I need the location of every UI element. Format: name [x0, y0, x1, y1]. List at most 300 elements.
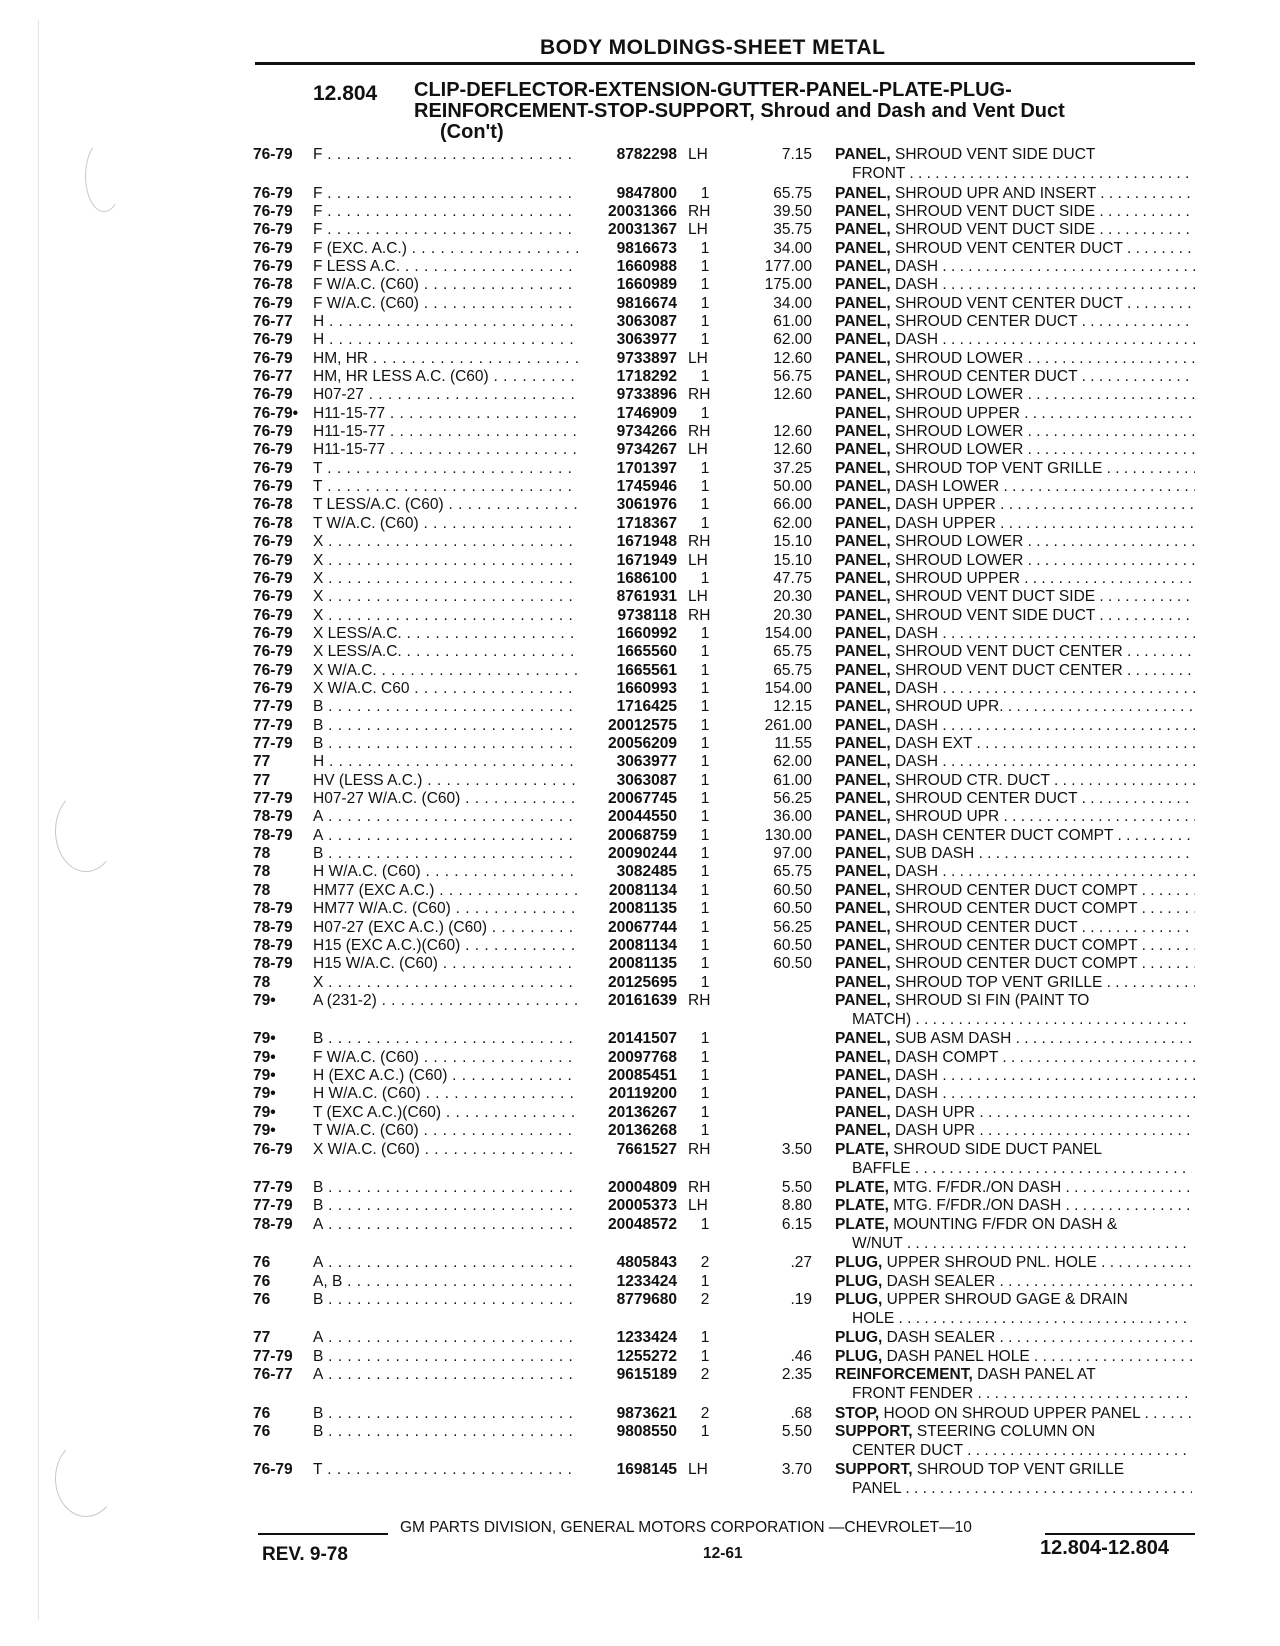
model-year: 76-79 — [253, 386, 293, 404]
part-number: 20136267 — [608, 1103, 677, 1121]
part-number: 3061976 — [616, 496, 677, 514]
model-year: 77 — [253, 771, 271, 789]
model-description: F . . . — [313, 220, 578, 239]
model-description: H15 W/A.C. (C60) . . . — [313, 954, 578, 973]
part-name: PANEL, SHROUD CENTER DUCT COMPT . . . — [835, 881, 1195, 900]
model-year: 78-79 — [253, 918, 293, 936]
quantity: 1 — [700, 936, 710, 954]
model-description: H . . . — [313, 330, 578, 349]
model-description: F LESS A.C. . . . — [313, 257, 578, 276]
price: 130.00 — [764, 826, 812, 844]
part-name: PANEL, DASH UPPER . . . — [835, 514, 1195, 533]
model-year: 79• — [253, 1085, 276, 1103]
part-name: PANEL, DASH EXT . . . — [835, 734, 1195, 753]
table-row — [0, 1328, 1280, 1347]
model-description: X W/A.C. (C60) . . . — [313, 1140, 578, 1159]
quantity: RH — [688, 423, 711, 441]
part-name: PANEL, DASH UPR . . . — [835, 1103, 1195, 1122]
table-row — [0, 679, 1280, 698]
model-year: 78-79 — [253, 900, 293, 918]
model-year: 76-78 — [253, 276, 293, 294]
part-number: 4805843 — [616, 1254, 677, 1272]
model-description: H11-15-77 . . . — [313, 404, 578, 423]
quantity: RH — [688, 533, 711, 551]
table-row — [0, 606, 1280, 625]
quantity: 1 — [700, 771, 710, 789]
part-name-keyword: PANEL, — [835, 808, 891, 826]
part-name: PANEL, SHROUD LOWER . . . — [835, 551, 1195, 570]
model-year: 76-79 — [253, 661, 293, 679]
part-name-keyword: PANEL, — [835, 918, 891, 936]
part-name-keyword: PANEL, — [835, 294, 891, 312]
part-name-keyword: PANEL, — [835, 973, 891, 991]
part-number: 1233424 — [616, 1272, 677, 1290]
part-number: 9738118 — [617, 606, 677, 624]
part-name-keyword: PLATE, — [835, 1197, 889, 1215]
part-name: PANEL, SHROUD TOP VENT GRILLE . . . — [835, 973, 1195, 992]
group-title-line-1: CLIP-DEFLECTOR-EXTENSION-GUTTER-PANEL-PLATE-PLUG- — [414, 79, 1012, 101]
part-number: 20081135 — [608, 900, 677, 918]
part-name-keyword: PANEL, — [835, 496, 891, 514]
price: 66.00 — [773, 496, 812, 514]
part-number: 3082485 — [616, 863, 677, 881]
part-name: PANEL, SHROUD SI FIN (PAINT TO — [835, 991, 1090, 1009]
table-row — [0, 551, 1280, 570]
model-year: 76 — [253, 1422, 271, 1440]
table-row — [0, 587, 1280, 606]
model-description: HM77 W/A.C. (C60) . . . — [313, 899, 578, 918]
table-row — [0, 881, 1280, 900]
model-description: B . . . — [313, 844, 578, 863]
table-row — [0, 145, 1280, 164]
part-name-keyword: PANEL, — [835, 771, 891, 789]
quantity: 1 — [700, 1215, 710, 1233]
part-number: 9734266 — [616, 423, 677, 441]
price: 3.50 — [781, 1140, 812, 1158]
part-name-keyword: PLUG, — [835, 1347, 883, 1365]
price: 12.15 — [773, 698, 812, 716]
model-year: 78 — [253, 881, 271, 899]
part-name: PANEL, SHROUD TOP VENT GRILLE . . . — [835, 459, 1195, 478]
price: 34.00 — [773, 239, 812, 257]
part-name: PLUG, DASH SEALER . . . — [835, 1328, 1195, 1347]
part-name-keyword: SUPPORT, — [835, 1461, 913, 1479]
part-name-keyword: PLUG, — [835, 1329, 883, 1347]
quantity: 1 — [700, 257, 710, 275]
part-name: PANEL, DASH . . . — [835, 257, 1195, 276]
quantity: 1 — [700, 239, 710, 257]
part-name: PANEL, SHROUD UPR. . . . — [835, 697, 1195, 716]
part-name: PLATE, MTG. F/FDR./ON DASH . . . — [835, 1178, 1195, 1197]
part-name-keyword: PANEL, — [835, 643, 891, 661]
part-name-keyword: PLUG, — [835, 1290, 883, 1308]
price: 2.35 — [781, 1366, 812, 1384]
model-year: 77-79 — [253, 1179, 293, 1196]
part-name: PANEL, DASH . . . — [835, 275, 1195, 294]
part-number: 1718367 — [616, 514, 677, 532]
part-name: PANEL, DASH . . . — [835, 1084, 1195, 1103]
quantity: 1 — [700, 1329, 710, 1347]
price: 177.00 — [764, 257, 812, 275]
table-row — [0, 1365, 1280, 1384]
model-year: 78-79 — [253, 936, 293, 954]
quantity: 1 — [700, 368, 710, 385]
table-row — [0, 752, 1280, 771]
part-name: SUPPORT, SHROUD TOP VENT GRILLE — [835, 1461, 1125, 1479]
part-name: PANEL, DASH . . . — [835, 752, 1195, 771]
quantity: 1 — [700, 404, 710, 422]
model-description: X W/A.C. C60 . . . — [313, 679, 578, 698]
quantity: 1 — [700, 881, 710, 899]
model-year: 76-79 — [253, 643, 293, 661]
model-year: 76-79 — [253, 202, 293, 220]
table-row — [0, 716, 1280, 735]
table-row — [0, 1140, 1280, 1159]
part-name: PANEL, DASH COMPT . . . — [835, 1048, 1195, 1067]
part-name: SUPPORT, STEERING COLUMN ON — [835, 1422, 1096, 1440]
part-name: PANEL, DASH . . . — [835, 624, 1195, 643]
model-description: B . . . — [313, 1422, 578, 1441]
quantity: LH — [688, 441, 708, 459]
model-description: H15 (EXC A.C.)(C60) . . . — [313, 936, 578, 955]
quantity: LH — [688, 221, 708, 239]
model-year: 76-79 — [253, 679, 293, 697]
part-name: PANEL, DASH UPR . . . — [835, 1121, 1195, 1140]
part-name: PANEL, SHROUD VENT DUCT SIDE . . . — [835, 587, 1195, 606]
price: 65.75 — [773, 184, 812, 202]
quantity: 1 — [700, 184, 710, 202]
part-number: 1686100 — [616, 569, 677, 587]
part-name-keyword: PANEL, — [835, 881, 891, 899]
part-name: PANEL, SHROUD VENT SIDE DUCT — [835, 146, 1096, 163]
price: .46 — [790, 1347, 812, 1365]
model-year: 76-78 — [253, 496, 293, 514]
part-name: PLATE, MTG. F/FDR./ON DASH . . . — [835, 1196, 1195, 1215]
model-description: B . . . — [313, 1404, 578, 1423]
table-row — [0, 899, 1280, 918]
model-year: 77-79 — [253, 790, 293, 808]
table-row — [0, 1196, 1280, 1215]
part-number: 3063087 — [616, 771, 677, 789]
part-number: 1255272 — [616, 1347, 677, 1365]
price: .27 — [790, 1254, 812, 1272]
part-name-keyword: PANEL, — [835, 1048, 891, 1066]
model-year: 76-78 — [253, 514, 293, 532]
quantity: 1 — [700, 1122, 710, 1140]
part-name-keyword: PANEL, — [835, 551, 891, 569]
part-name: PANEL, SHROUD LOWER . . . — [835, 385, 1195, 404]
model-description: H07-27 (EXC A.C.) (C60) . . . — [313, 918, 578, 937]
part-number: 8761931 — [616, 588, 677, 606]
price: 56.75 — [773, 368, 812, 385]
model-description: F (EXC. A.C.) . . . — [313, 239, 578, 258]
part-number: 1746909 — [616, 404, 677, 422]
part-name: PANEL, SHROUD LOWER . . . — [835, 532, 1195, 551]
part-name: PANEL, SHROUD VENT CENTER DUCT . . . — [835, 239, 1195, 258]
model-year: 76-77 — [253, 312, 293, 330]
model-year: 79• — [253, 1048, 276, 1066]
model-description: X . . . — [313, 532, 578, 551]
part-name-keyword: PANEL, — [835, 257, 891, 275]
part-name-keyword: PANEL, — [835, 146, 891, 163]
model-description: X W/A.C. . . . — [313, 661, 578, 680]
model-description: X . . . — [313, 973, 578, 992]
part-name: PANEL, SHROUD LOWER . . . — [835, 349, 1195, 368]
part-number: 20141507 — [608, 1030, 677, 1048]
price: 20.30 — [773, 588, 812, 606]
table-row — [0, 1066, 1280, 1085]
table-row — [0, 202, 1280, 221]
price: 39.50 — [773, 202, 812, 220]
table-row — [0, 954, 1280, 973]
part-name-keyword: PANEL, — [835, 202, 891, 220]
model-description: T LESS/A.C. (C60) . . . — [313, 495, 578, 514]
part-number: 20004809 — [608, 1179, 677, 1196]
part-number: 1671949 — [616, 551, 677, 569]
part-name: PANEL, DASH . . . — [835, 1066, 1195, 1085]
price: 20.30 — [773, 606, 812, 624]
part-number: 9816674 — [616, 294, 677, 312]
model-year: 76-79 — [253, 606, 293, 624]
model-description: B . . . — [313, 1029, 578, 1048]
model-description: B . . . — [313, 1196, 578, 1215]
price: 35.75 — [773, 221, 812, 239]
part-name-keyword: PANEL, — [835, 312, 891, 330]
part-name: PANEL, SHROUD VENT DUCT CENTER . . . — [835, 642, 1195, 661]
part-name-keyword: PANEL, — [835, 276, 891, 294]
part-number: 9733896 — [616, 386, 677, 404]
table-row — [0, 1103, 1280, 1122]
price: 65.75 — [773, 863, 812, 881]
part-name-keyword: PLATE, — [835, 1140, 889, 1158]
part-number: 1745946 — [616, 478, 677, 496]
quantity: LH — [688, 349, 708, 367]
model-year: 76-77 — [253, 1366, 293, 1384]
price: 47.75 — [773, 569, 812, 587]
model-year: 76-79 — [253, 423, 293, 441]
model-year: 76-79 — [253, 1140, 293, 1158]
table-row — [0, 936, 1280, 955]
part-number: 1716425 — [616, 698, 677, 716]
price: 56.25 — [773, 918, 812, 936]
table-row — [0, 1048, 1280, 1067]
model-description: HV (LESS A.C.) . . . — [313, 771, 578, 790]
table-row — [0, 514, 1280, 533]
table-row — [0, 642, 1280, 661]
table-row — [0, 239, 1280, 258]
table-row — [0, 1290, 1280, 1309]
price: 97.00 — [773, 845, 812, 863]
part-name: PANEL, SHROUD UPR AND INSERT . . . — [835, 184, 1195, 203]
part-number: 20012575 — [608, 716, 677, 734]
part-name-keyword: REINFORCEMENT, — [835, 1366, 973, 1384]
footer-rule-left — [258, 1533, 388, 1535]
table-row — [0, 404, 1280, 423]
quantity: LH — [688, 588, 708, 606]
quantity: 1 — [700, 753, 710, 771]
table-row — [0, 477, 1280, 496]
part-name: PLUG, UPPER SHROUD GAGE & DRAIN — [835, 1290, 1128, 1308]
model-description: A (231-2) . . . — [313, 991, 578, 1010]
part-name: PLATE, MOUNTING F/FDR ON DASH & — [835, 1215, 1118, 1233]
table-row — [0, 734, 1280, 753]
quantity: 1 — [700, 808, 710, 826]
table-row — [0, 330, 1280, 349]
quantity: 1 — [700, 698, 710, 716]
table-row — [0, 973, 1280, 992]
part-name-continuation: PANEL . . . — [852, 1479, 1192, 1498]
model-year: 76-79 — [253, 239, 293, 257]
model-description: A . . . — [313, 1215, 578, 1234]
table-row — [0, 1347, 1280, 1366]
price: 65.75 — [773, 661, 812, 679]
part-number: 20048572 — [608, 1215, 677, 1233]
quantity: 1 — [700, 514, 710, 532]
quantity: 1 — [700, 1422, 710, 1440]
table-row — [0, 349, 1280, 368]
quantity: 1 — [700, 624, 710, 642]
part-name: STOP, HOOD ON SHROUD UPPER PANEL . . . — [835, 1404, 1195, 1423]
table-row — [0, 771, 1280, 790]
part-name-keyword: SUPPORT, — [835, 1422, 913, 1440]
part-name-keyword: PANEL, — [835, 698, 891, 716]
model-description: F . . . — [313, 202, 578, 221]
part-name-keyword: PANEL, — [835, 569, 891, 587]
part-number: 20161639 — [608, 991, 677, 1009]
part-number: 1660993 — [616, 679, 677, 697]
model-year: 78 — [253, 845, 271, 863]
part-name: REINFORCEMENT, DASH PANEL AT — [835, 1366, 1096, 1384]
part-number: 20067745 — [608, 790, 677, 808]
part-name-keyword: PANEL, — [835, 1067, 891, 1085]
model-description: A . . . — [313, 1328, 578, 1347]
part-name-keyword: PANEL, — [835, 588, 891, 606]
quantity: 1 — [700, 496, 710, 514]
model-description: T W/A.C. (C60) . . . — [313, 514, 578, 533]
table-row — [0, 294, 1280, 313]
model-year: 76-79 — [253, 624, 293, 642]
price: 11.55 — [774, 735, 812, 752]
part-number: 20067744 — [608, 918, 677, 936]
model-year: 76-79 — [253, 533, 293, 551]
model-year: 76-79• — [253, 404, 299, 422]
model-year: 76-77 — [253, 368, 293, 385]
model-year: 79• — [253, 991, 276, 1009]
price: 65.75 — [773, 643, 812, 661]
quantity: LH — [688, 146, 708, 163]
part-name-keyword: PANEL, — [835, 661, 891, 679]
part-name-keyword: PANEL, — [835, 239, 891, 257]
model-year: 76-79 — [253, 146, 293, 163]
price: 261.00 — [764, 716, 812, 734]
model-year: 76-79 — [253, 349, 293, 367]
part-name-keyword: PANEL, — [835, 514, 891, 532]
part-number: 7661527 — [616, 1140, 677, 1158]
model-description: T (EXC A.C.)(C60) . . . — [313, 1103, 578, 1122]
model-description: F W/A.C. (C60) . . . — [313, 1048, 578, 1067]
price: 12.60 — [773, 423, 812, 441]
part-name: PANEL, SHROUD UPPER . . . — [835, 404, 1195, 423]
quantity: RH — [688, 606, 711, 624]
quantity: 1 — [700, 459, 710, 477]
price: 6.15 — [781, 1215, 812, 1233]
price: 34.00 — [773, 294, 812, 312]
table-row — [0, 275, 1280, 294]
part-name-keyword: PANEL, — [835, 863, 891, 881]
part-name: PANEL, DASH LOWER . . . — [835, 477, 1195, 496]
model-year: 76-79 — [253, 331, 293, 349]
model-year: 78-79 — [253, 1215, 293, 1233]
part-name-keyword: PANEL, — [835, 679, 891, 697]
group-title-line-3: (Con't) — [440, 121, 504, 143]
price: 8.80 — [781, 1197, 812, 1215]
model-description: H W/A.C. (C60) . . . — [313, 1084, 578, 1103]
part-name-keyword: PANEL, — [835, 184, 891, 202]
part-number: 1701397 — [616, 459, 677, 477]
part-number: 1665560 — [616, 643, 677, 661]
part-number: 20081135 — [608, 955, 677, 973]
model-year: 77-79 — [253, 1197, 293, 1215]
quantity: 1 — [700, 661, 710, 679]
group-title-line-2: REINFORCEMENT-STOP-SUPPORT, Shroud and Dash and Vent Duct — [414, 100, 1065, 122]
part-name: PANEL, DASH CENTER DUCT COMPT . . . — [835, 826, 1195, 845]
table-row — [0, 918, 1280, 937]
quantity: 1 — [700, 294, 710, 312]
part-number: 20081134 — [608, 936, 677, 954]
model-year: 76-79 — [253, 551, 293, 569]
part-name-continuation: CENTER DUCT . . . — [852, 1441, 1192, 1460]
quantity: 1 — [700, 478, 710, 496]
quantity: RH — [688, 386, 711, 404]
price: 56.25 — [773, 790, 812, 808]
part-name-keyword: PANEL, — [835, 753, 891, 771]
quantity: 1 — [700, 1103, 710, 1121]
part-name: PANEL, SHROUD CENTER DUCT COMPT . . . — [835, 899, 1195, 918]
model-description: A . . . — [313, 1365, 578, 1384]
part-name-keyword: PANEL, — [835, 533, 891, 551]
model-year: 76-79 — [253, 184, 293, 202]
model-description: T . . . — [313, 459, 578, 478]
model-description: F W/A.C. (C60) . . . — [313, 275, 578, 294]
table-row — [0, 844, 1280, 863]
price: 5.50 — [781, 1179, 812, 1196]
part-number: 3063977 — [616, 753, 677, 771]
model-year: 77 — [253, 1329, 271, 1347]
model-year: 76-79 — [253, 478, 293, 496]
table-row — [0, 184, 1280, 203]
price: 62.00 — [773, 753, 812, 771]
table-row — [0, 569, 1280, 588]
part-name: PLATE, SHROUD SIDE DUCT PANEL — [835, 1140, 1102, 1158]
part-number: 20044550 — [608, 808, 677, 826]
table-row — [0, 807, 1280, 826]
quantity: 1 — [700, 845, 710, 863]
part-name-keyword: PANEL, — [835, 606, 891, 624]
part-number: 9734267 — [616, 441, 677, 459]
quantity: 1 — [700, 1067, 710, 1085]
table-row — [0, 1253, 1280, 1272]
model-description: F W/A.C. (C60) . . . — [313, 294, 578, 313]
model-description: H (EXC A.C.) (C60) . . . — [313, 1066, 578, 1085]
price: 60.50 — [773, 881, 812, 899]
part-number: 20068759 — [608, 826, 677, 844]
model-description: X LESS/A.C. . . . — [313, 624, 578, 643]
model-description: B . . . — [313, 1178, 578, 1197]
model-year: 76-79 — [253, 588, 293, 606]
table-row — [0, 220, 1280, 239]
table-row — [0, 1460, 1280, 1479]
part-name-keyword: PANEL, — [835, 459, 891, 477]
